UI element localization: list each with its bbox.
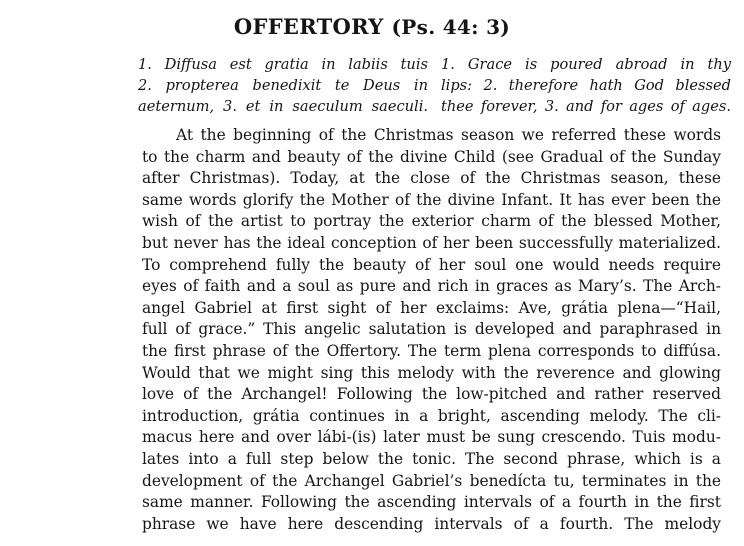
commentary-line: eyes of faith and a soul as pure and rich in graces as Mary’s. The Arch- xyxy=(142,277,721,296)
commentary-line: introduction, grátia continues in a bright, ascending melody. The cli- xyxy=(142,406,721,425)
commentary-line: development of the Archangel Gabriel’s benedícta tu, terminates in the xyxy=(142,471,721,490)
commentary-body xyxy=(142,125,721,535)
commentary-line: At the beginning of the Christmas season we referred these words xyxy=(176,126,721,144)
commentary-line: the first phrase of the Offertory. The term plena corresponds to diffúsa. xyxy=(142,341,721,360)
latin-column xyxy=(138,54,428,117)
commentary-line: macus here and over lábi-(is) later must be sung crescendo. Tuis modu- xyxy=(142,428,721,447)
commentary-line: Would that we might sing this melody with the reverence and glowing xyxy=(142,363,721,382)
latin-line: aeternum, 3. et in saeculum saeculi. xyxy=(138,98,428,115)
latin-line: 2. propterea benedixit te Deus in xyxy=(138,77,428,94)
commentary-line: phrase we have here descending intervals of a fourth. The melody xyxy=(142,514,721,533)
commentary-line: after Christmas). Today, at the close of the Christmas season, these xyxy=(142,169,721,188)
english-column xyxy=(441,54,731,117)
commentary-line: full of grace.” This angelic salutation is developed and paraphrased in xyxy=(142,320,721,339)
commentary-line: wish of the artist to portray the exterior charm of the blessed Mother, xyxy=(142,212,721,231)
commentary-line: same manner. Following the ascending intervals of a fourth in the first xyxy=(142,493,721,512)
offertory-heading xyxy=(0,14,744,40)
psalm-reference: (Ps. 44: 3) xyxy=(391,15,511,39)
commentary-line: lates into a full step below the tonic. The second phrase, which is a xyxy=(142,449,721,468)
commentary-line: angel Gabriel at first sight of her exclaims: Ave, grátia plena—“Hail, xyxy=(142,298,721,317)
latin-line: 1. Diffusa est gratia in labiis tuis xyxy=(138,56,428,73)
commentary-line: but never has the ideal conception of her been successfully materialized. xyxy=(142,233,721,252)
section-title: OFFERTORY xyxy=(233,14,384,39)
commentary-line: same words glorify the Mother of the divine Infant. It has ever been the xyxy=(142,190,721,209)
commentary-line: To comprehend fully the beauty of her soul one would needs require xyxy=(142,255,721,274)
commentary-line: to the charm and beauty of the divine Child (see Gradual of the Sunday xyxy=(142,147,721,166)
english-line: lips: 2. therefore hath God blessed xyxy=(441,77,731,94)
commentary-line: love of the Archangel! Following the low-pitched and rather reserved xyxy=(142,385,721,404)
english-line: thee forever, 3. and for ages of ages. xyxy=(441,98,731,115)
english-line: 1. Grace is poured abroad in thy xyxy=(441,56,731,73)
